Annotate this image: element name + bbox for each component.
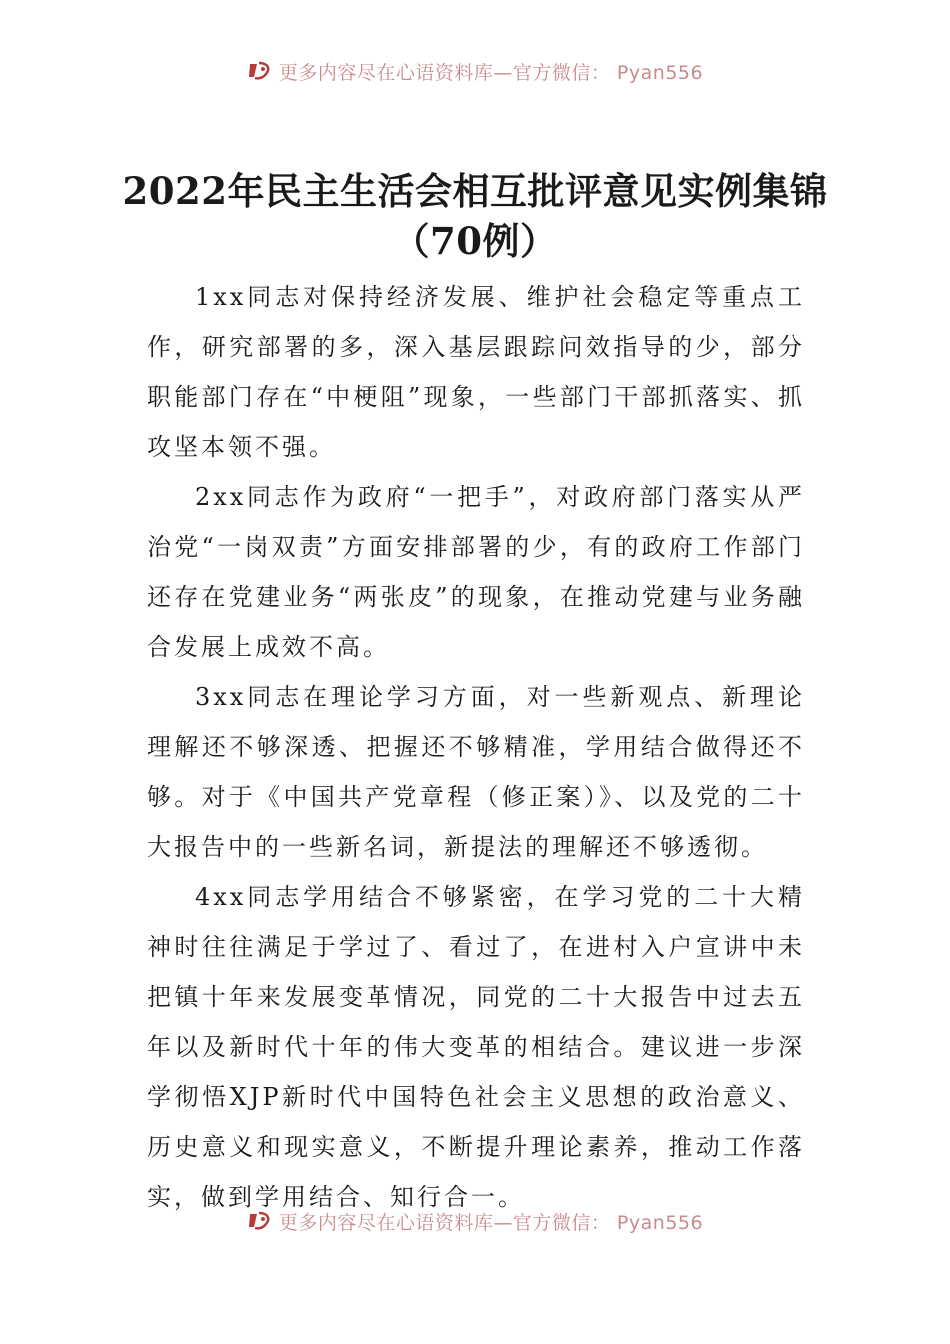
title-line-2: （70例） bbox=[392, 219, 558, 263]
paragraph-1: 1xx同志对保持经济发展、维护社会稳定等重点工作，研究部署的多，深入基层跟踪问效指导的少，部分职能部门存在“中梗阻”现象，一些部门干部抓落实、抓攻坚本领不强。 bbox=[147, 283, 805, 461]
banner-text: 更多内容尽在心语资料库—官方微信： Pyan556 bbox=[278, 61, 704, 84]
logo-icon bbox=[247, 60, 273, 82]
title-line-1: 2022年民主生活会相互批评意见实例集锦 bbox=[122, 169, 828, 213]
paragraph-3: 3xx同志在理论学习方面，对一些新观点、新理论理解还不够深透、把握还不够精准，学用结合做得还不够。对于《中国共产党章程（修正案）》、以及党的二十大报告中的一些新名词，新提法的理解还不够透彻。 bbox=[147, 683, 805, 861]
document-body bbox=[147, 272, 805, 1222]
paragraph-4: 4xx同志学用结合不够紧密，在学习党的二十大精神时往往满足于学过了、看过了，在进村入户宣讲中未把镇十年来发展变革情况，同党的二十大报告中过去五年以及新时代十年的伟大变革的相结合。建议进一步深学彻悟XJP新时代中国特色社会主义思想的政治意义、历史意义和现实意义，不断提升理论素养，推动工作落实，做到学用结合、知行合一。 bbox=[147, 883, 805, 1211]
banner-text: 更多内容尽在心语资料库—官方微信： Pyan556 bbox=[278, 1211, 704, 1234]
paragraph-2: 2xx同志作为政府“一把手”，对政府部门落实从严治党“一岗双责”方面安排部署的少，有的政府工作部门还存在党建业务“两张皮”的现象，在推动党建与业务融合发展上成效不高。 bbox=[147, 483, 805, 661]
footer-watermark-banner bbox=[0, 1206, 950, 1236]
logo-icon bbox=[247, 1210, 273, 1232]
header-watermark-banner bbox=[0, 56, 950, 86]
document-title bbox=[60, 166, 890, 266]
